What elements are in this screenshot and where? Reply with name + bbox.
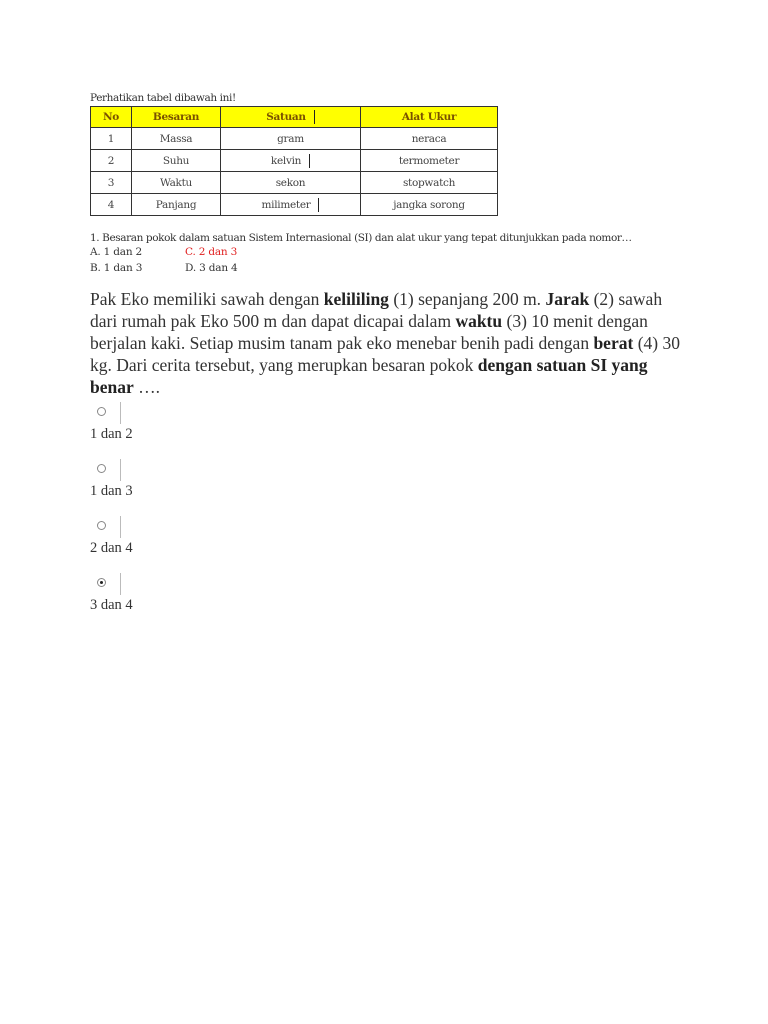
cell-besaran: Suhu bbox=[132, 150, 221, 172]
choice-3-label[interactable]: 2 dan 4 bbox=[90, 540, 133, 556]
cell-alat-ukur: jangka sorong bbox=[361, 194, 498, 216]
choice-1-label[interactable]: 1 dan 2 bbox=[90, 426, 133, 442]
choice-4-radio-wrap[interactable] bbox=[94, 573, 134, 595]
cell-besaran: Massa bbox=[132, 128, 221, 150]
text-cursor-bar bbox=[314, 110, 315, 124]
cell-satuan bbox=[221, 194, 361, 216]
cell-alat-ukur: stopwatch bbox=[361, 172, 498, 194]
para-bold-keliling: kelililing bbox=[323, 289, 389, 309]
choice-3-radio-wrap[interactable] bbox=[94, 516, 134, 538]
para-text-6: …. bbox=[133, 377, 160, 397]
para-text-3: (2) sawah dari rumah pak Eko 500 m dan dapat dicapai dalam bbox=[90, 289, 663, 331]
question-1-option-b: B. 1 dan 3 bbox=[90, 262, 143, 274]
question-1-text: 1. Besaran pokok dalam satuan Sistem Internasional (SI) dan alat ukur yang tepat ditunjukkan pada nomor… bbox=[90, 232, 632, 244]
question-1-option-c: C. 2 dan 3 bbox=[185, 246, 238, 258]
para-bold-waktu: waktu bbox=[455, 311, 503, 331]
cell-alat-ukur: termometer bbox=[361, 150, 498, 172]
para-bold-jarak: Jarak bbox=[545, 289, 590, 309]
choice-2-label[interactable]: 1 dan 3 bbox=[90, 483, 133, 499]
cell-no: 4 bbox=[91, 194, 132, 216]
header-satuan-text: Satuan bbox=[266, 111, 306, 123]
cell-no: 2 bbox=[91, 150, 132, 172]
para-text-2: (1) sepanjang 200 m. bbox=[388, 289, 546, 309]
table-header-row bbox=[91, 107, 498, 128]
quantities-table bbox=[90, 106, 498, 216]
cell-satuan-text: milimeter bbox=[261, 198, 311, 211]
text-cursor-bar bbox=[318, 198, 319, 212]
question-2-paragraph bbox=[90, 288, 690, 398]
cell-satuan bbox=[221, 150, 361, 172]
header-satuan bbox=[221, 107, 361, 128]
table-row bbox=[91, 172, 498, 194]
table-row bbox=[91, 150, 498, 172]
choice-2-radio[interactable] bbox=[97, 464, 106, 473]
intro-text: Perhatikan tabel dibawah ini! bbox=[90, 92, 236, 104]
radio-divider bbox=[120, 459, 121, 481]
para-bold-berat: berat bbox=[593, 333, 634, 353]
choice-1-radio[interactable] bbox=[97, 407, 106, 416]
table-row bbox=[91, 128, 498, 150]
para-text-1: Pak Eko memiliki sawah dengan bbox=[90, 289, 324, 309]
table-row bbox=[91, 194, 498, 216]
question-1-option-a: A. 1 dan 2 bbox=[90, 246, 143, 258]
question-1-option-d: D. 3 dan 4 bbox=[185, 262, 238, 274]
para-bold-satuan-si: dengan satuan SI yang benar bbox=[90, 355, 648, 397]
header-no: No bbox=[91, 107, 132, 128]
radio-divider bbox=[120, 516, 121, 538]
cell-satuan: sekon bbox=[221, 172, 361, 194]
cell-no: 3 bbox=[91, 172, 132, 194]
choice-1-radio-wrap[interactable] bbox=[94, 402, 134, 424]
choice-3-radio[interactable] bbox=[97, 521, 106, 530]
header-besaran: Besaran bbox=[132, 107, 221, 128]
cell-besaran: Panjang bbox=[132, 194, 221, 216]
cell-alat-ukur: neraca bbox=[361, 128, 498, 150]
radio-divider bbox=[120, 573, 121, 595]
para-text-5: (4) 30 kg. Dari cerita tersebut, yang merupkan besaran pokok bbox=[90, 333, 680, 375]
cell-satuan: gram bbox=[221, 128, 361, 150]
choice-4-radio[interactable] bbox=[97, 578, 106, 587]
cell-no: 1 bbox=[91, 128, 132, 150]
choice-4-label[interactable]: 3 dan 4 bbox=[90, 597, 133, 613]
text-cursor-bar bbox=[309, 154, 310, 168]
header-alat-ukur: Alat Ukur bbox=[361, 107, 498, 128]
cell-satuan-text: kelvin bbox=[270, 154, 302, 167]
cell-besaran: Waktu bbox=[132, 172, 221, 194]
para-text-4: (3) 10 menit dengan berjalan kaki. Setiap musim tanam pak eko menebar benih padi dengan bbox=[90, 311, 648, 353]
radio-divider bbox=[120, 402, 121, 424]
choice-2-radio-wrap[interactable] bbox=[94, 459, 134, 481]
